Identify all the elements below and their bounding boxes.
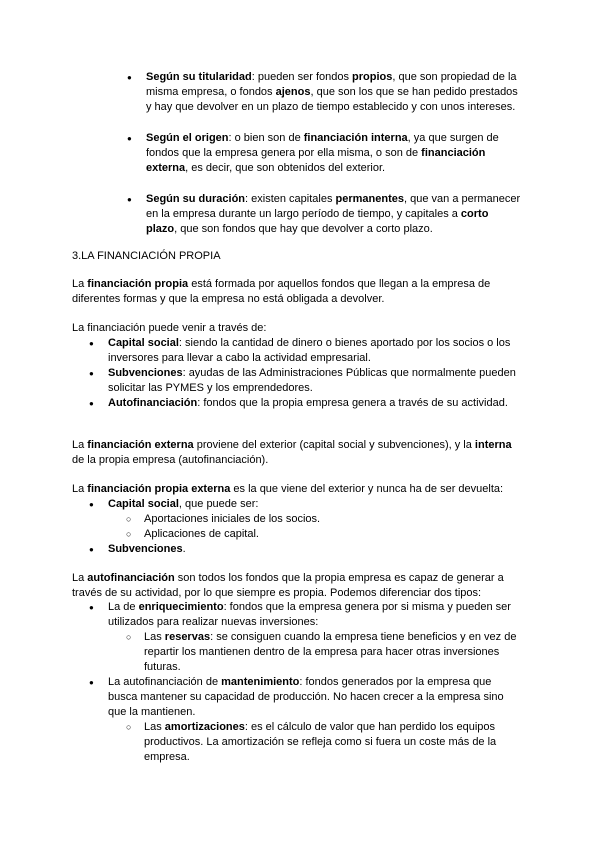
section-heading: 3.LA FINANCIACIÓN PROPIA — [72, 250, 221, 262]
list-item: ● Capital social, que puede ser: ○ Aportaciones iniciales de los socios. ○ Aplicaciones de capital. — [108, 497, 522, 542]
classification-list — [146, 70, 522, 237]
sub-list — [108, 630, 522, 675]
sub-list-item: ○ Las amortizaciones: es el cálculo de valor que han perdido los equipos productivos. La amortización se refleja como si fuera un coste más de la empresa. — [144, 720, 522, 765]
list-item: ● Capital social: siendo la cantidad de dinero o bienes aportado por los socios o los inversores para llevar a cabo la actividad empresarial. — [108, 336, 522, 366]
external-sources-list — [108, 497, 522, 557]
list-item: ● Subvenciones. — [108, 542, 522, 557]
sub-list-item: ○ Aportaciones iniciales de los socios. — [144, 512, 522, 527]
sources-list — [108, 336, 522, 411]
paragraph-intro-list: La financiación puede venir a través de: — [72, 322, 267, 334]
paragraph-propia-externa: La financiación propia externa es la que viene del exterior y nunca ha de ser devuelta: — [72, 483, 504, 495]
list-item: ● Subvenciones: ayudas de las Administraciones Públicas que normalmente pueden solicitar las PYMES y los emprendedores. — [108, 366, 522, 396]
list-item: ● Autofinanciación: fondos que la propia empresa genera a través de su actividad. — [108, 396, 522, 411]
list-item: ● La autofinanciación de mantenimiento: fondos generados por la empresa que busca mantener su capacidad de producción. No hacen crecer a la empresa sino que la mantienen. ○ Las amortizaciones: es el cálculo de valor que han perdido los equipos productivos. La amortización se refleja como si fuera un coste más de la empresa. — [108, 675, 522, 765]
paragraph-autofinanciacion: La autofinanciación son todos los fondos que la propia empresa es capaz de generar a través de su actividad, por lo que siempre es propia. Podemos diferenciar dos tipos: — [72, 572, 504, 599]
list-item: ● La de enriquecimiento: fondos que la empresa genera por si misma y pueden ser utilizados para realizar nuevas inversiones: ○ Las reservas: se consiguen cuando la empresa tiene beneficios y en vez de repartir los mantienen dentro de la empresa para hacer otras inversiones futuras. — [108, 600, 522, 675]
autofinanciacion-types-list — [108, 600, 522, 765]
paragraph-externa-interna: La financiación externa proviene del exterior (capital social y subvenciones), y la interna de la propia empresa (autofinanciación). — [72, 439, 512, 466]
sub-list-item: ○ Las reservas: se consiguen cuando la empresa tiene beneficios y en vez de repartir los mantienen dentro de la empresa para hacer otras inversiones futuras. — [144, 630, 522, 675]
paragraph-financiacion-propia: La financiación propia está formada por aquellos fondos que llegan a la empresa de diferentes formas y que la empresa no está obligada a devolver. — [72, 278, 491, 305]
sub-list — [108, 512, 522, 542]
sub-list — [108, 720, 522, 765]
list-item: ● Según su titularidad: pueden ser fondos propios, que son propiedad de la misma empresa, o fondos ajenos, que son los que se han pedido prestados y hay que devolver en un plazo de tiempo establecido y con unos intereses. — [146, 70, 522, 115]
list-item: ● Según su duración: existen capitales permanentes, que van a permanecer en la empresa durante un largo período de tiempo, y capitales a corto plazo, que son fondos que hay que devolver a corto plazo. — [146, 192, 522, 237]
sub-list-item: ○ Aplicaciones de capital. — [144, 527, 522, 542]
list-item: ● Según el origen: o bien son de financiación interna, ya que surgen de fondos que la empresa genera por ella misma, o son de financiación externa, es decir, que son obtenidos del exterior. — [146, 131, 522, 176]
